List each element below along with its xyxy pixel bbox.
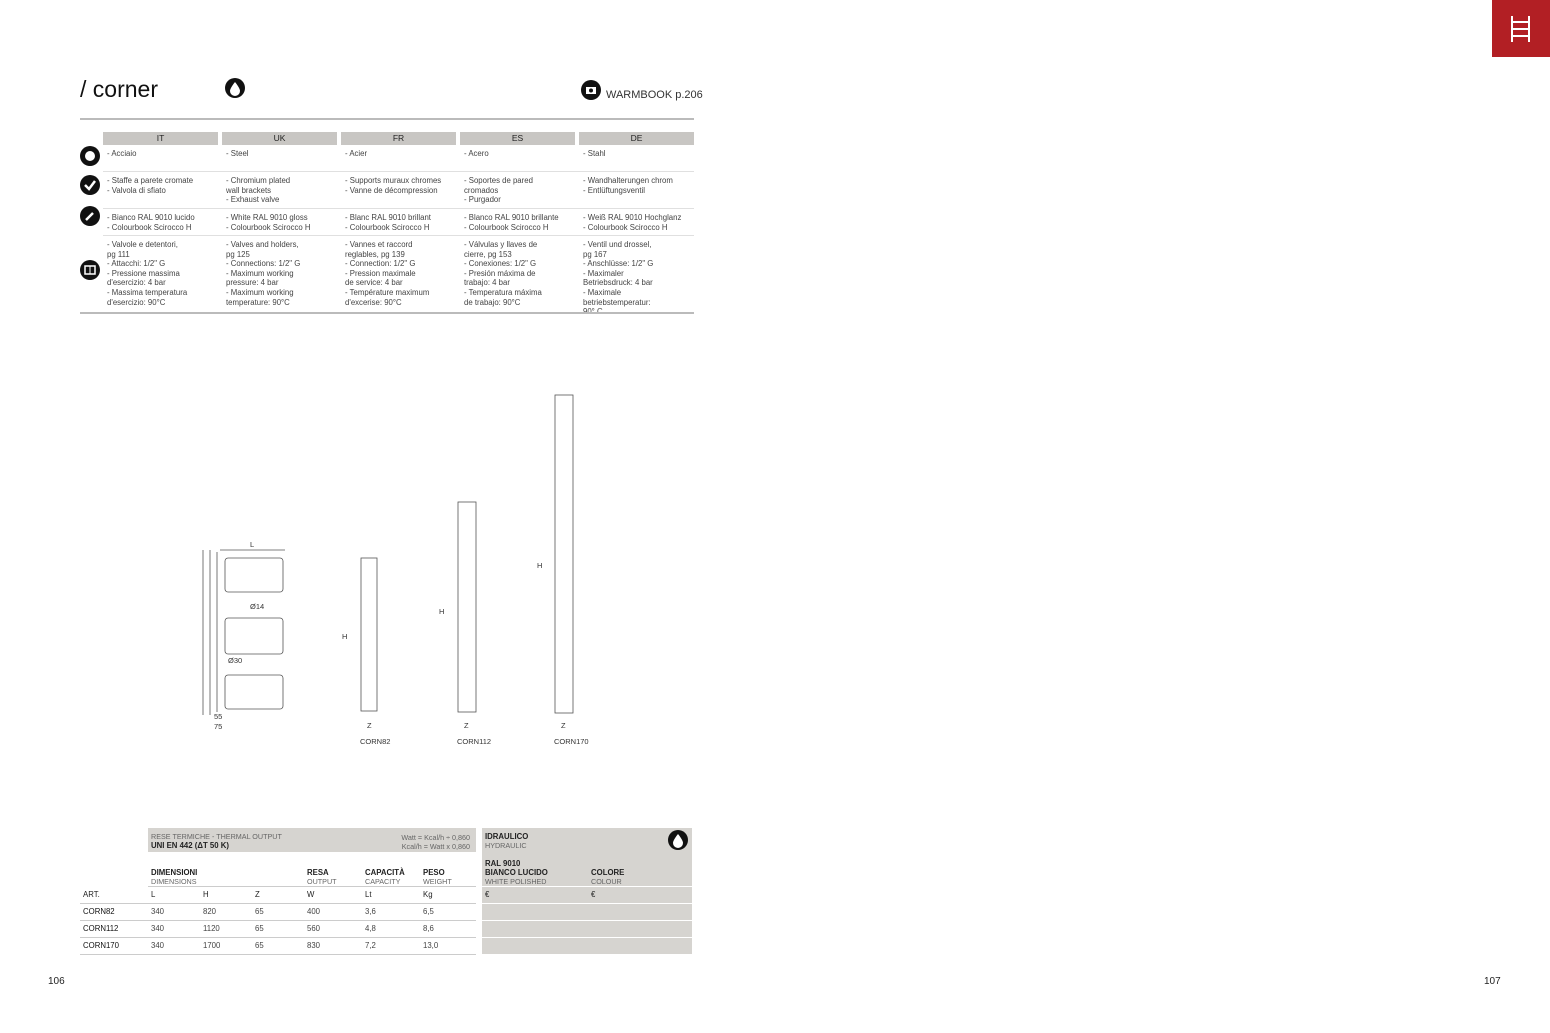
page-title: / corner: [80, 76, 158, 102]
dim-label-z: Z: [464, 721, 469, 730]
ral-code: RAL 9010: [485, 858, 521, 868]
spec-cell: - Válvulas y llaves de cierre, pg 153 - Conexiones: 1/2" G - Presión máxima de trabajo: 4 bar - Temperatura máxima de trabajo: 90°C: [464, 240, 542, 307]
unit-conversion: [401, 833, 470, 851]
spec-row-included: [103, 172, 694, 209]
spec-cell: - White RAL 9010 gloss - Colourbook Scirocco H: [226, 213, 311, 232]
capacity-label: CAPACITÀ: [365, 867, 405, 877]
table-row: [80, 920, 692, 937]
unit-cell: ART.: [80, 886, 148, 903]
divider: [80, 312, 694, 314]
article-code: CORN170: [80, 937, 148, 954]
table-cell: 340: [148, 937, 200, 954]
spec-cell: - Ventil und drossel, pg 167 - Anschlüsse: 1/2" G - Maximaler Betriebsdruck: 4 bar - Maximale betriebstemperatur:: [583, 240, 654, 307]
unit-cell: W: [304, 886, 362, 903]
lang-header: FR: [341, 132, 456, 145]
conversion-kcal: Kcal/h = Watt x 0,860: [401, 842, 470, 851]
spec-cell: - Acciaio: [107, 149, 137, 158]
language-headers: [103, 132, 694, 145]
table-cell: 820: [200, 903, 252, 920]
conversion-watt: Watt = Kcal/h ÷ 0,860: [401, 833, 470, 842]
table-row: [80, 903, 692, 920]
unit-cell: H: [200, 886, 252, 903]
water-drop-icon: [225, 78, 245, 98]
spec-cell: - Blanc RAL 9010 brillant - Colourbook Scirocco H: [345, 213, 431, 232]
unit-cell: €: [588, 886, 692, 903]
ladder-icon: [1492, 0, 1550, 57]
colour-label: COLORE: [591, 867, 625, 877]
output-label: RESA: [307, 867, 329, 877]
dim-label-diameter-14: Ø14: [250, 602, 265, 611]
capacity-label-en: CAPACITY: [365, 876, 401, 886]
spec-row-technical: [103, 236, 694, 312]
warmbook-reference: [581, 79, 703, 101]
paint-brush-icon: [80, 206, 100, 226]
article-code: CORN82: [80, 903, 148, 920]
page-number-left: 106: [48, 976, 65, 987]
spec-cell: - Chromium plated wall brackets - Exhaust valve: [226, 176, 291, 205]
table-cell: 1700: [200, 937, 252, 954]
weight-label: PESO: [423, 867, 445, 877]
water-drop-icon: [668, 830, 688, 850]
spec-cell: - Acier: [345, 149, 368, 158]
table-cell: 340: [148, 920, 200, 937]
spec-cell: - Weiß RAL 9010 Hochglanz - Colourbook Scirocco H: [583, 213, 682, 232]
thermal-norm: UNI EN 442 (ΔT 50 K): [151, 841, 229, 850]
table-cell: 3,6: [362, 903, 420, 920]
dim-label: DIMENSIONI: [151, 867, 198, 877]
divider: [80, 118, 694, 120]
dim-label-z: Z: [367, 721, 372, 730]
table-cell: 830: [304, 937, 362, 954]
spec-cell: - Valvole e detentori, pg 111 - Attacchi: 1/2" G - Pressione massima d'esercizio: 4 bar - Massima temperatura d'esercizio: 90°C: [107, 240, 188, 307]
model-label: CORN82: [360, 737, 391, 746]
dim-label-h: H: [439, 607, 445, 616]
spec-cell: - Acero: [464, 149, 489, 158]
hydraulic-label-en: HYDRAULIC: [485, 841, 527, 850]
dim-label-h: H: [537, 561, 543, 570]
spec-cell: - Steel: [226, 149, 249, 158]
article-code: CORN112: [80, 920, 148, 937]
lang-header: UK: [222, 132, 337, 145]
table-cell: 13,0: [420, 937, 476, 954]
spec-table: [103, 132, 694, 312]
page-number-right: 107: [1484, 976, 1501, 987]
spec-cell: - Stahl: [583, 149, 606, 158]
spec-cell: - Valves and holders, pg 125 - Connections: 1/2" G - Maximum working pressure: 4 bar - Maximum working temperature: 90°C: [226, 240, 301, 307]
spacer: [80, 828, 148, 852]
spec-row-material: [103, 145, 694, 172]
unit-cell: L: [148, 886, 200, 903]
book-icon: [80, 260, 100, 280]
thermal-output-table: [80, 828, 692, 955]
dim-label-55: 55: [214, 712, 223, 721]
table-cell: 560: [304, 920, 362, 937]
spec-cell: - Staffe a parete cromate - Valvola di sfiato: [107, 176, 194, 195]
table-cell: 4,8: [362, 920, 420, 937]
technical-drawing: [195, 390, 615, 750]
unit-cell: Lt: [362, 886, 420, 903]
spec-cell: - Wandhalterungen chrom - Entlüftungsventil: [583, 176, 673, 195]
table-cell: 340: [148, 903, 200, 920]
thermal-title: RESE TERMICHE - THERMAL OUTPUT: [151, 832, 282, 841]
spec-cell: - Bianco RAL 9010 lucido - Colourbook Scirocco H: [107, 213, 195, 232]
table-cell: 8,6: [420, 920, 476, 937]
spec-row-finish: [103, 209, 694, 236]
dim-label-diameter-30: Ø30: [228, 656, 243, 665]
units-row: [80, 886, 692, 903]
table-cell: 1120: [200, 920, 252, 937]
spec-cell: - Soportes de pared cromados - Purgador: [464, 176, 533, 205]
weight-label-en: WEIGHT: [423, 876, 452, 886]
model-label: CORN170: [554, 737, 589, 746]
unit-cell: €: [482, 886, 588, 903]
unit-cell: Z: [252, 886, 304, 903]
section-tab: [1492, 0, 1550, 57]
material-icon: [80, 146, 100, 166]
dim-label-l: L: [250, 540, 255, 549]
hydraulic-label: IDRAULICO: [485, 832, 529, 841]
table-cell: 65: [252, 903, 304, 920]
lang-header: ES: [460, 132, 575, 145]
dim-label-en: DIMENSIONS: [151, 876, 197, 886]
spec-cell: - Blanco RAL 9010 brillante - Colourbook Scirocco H: [464, 213, 559, 232]
thermal-header: [148, 828, 476, 852]
model-label: CORN112: [457, 737, 492, 746]
colour-label-en: COLOUR: [591, 876, 622, 886]
table-cell: 6,5: [420, 903, 476, 920]
unit-cell: Kg: [420, 886, 476, 903]
hydraulic-header: [482, 828, 692, 852]
lang-header: IT: [103, 132, 218, 145]
warmbook-label: WARMBOOK p.206: [606, 89, 703, 101]
table-cell: 65: [252, 920, 304, 937]
camera-icon: [581, 80, 601, 100]
dim-label-75: 75: [214, 722, 223, 731]
lang-header: DE: [579, 132, 694, 145]
output-label-en: OUTPUT: [307, 876, 337, 886]
ral-name-en: WHITE POLISHED: [485, 876, 547, 886]
table-row: [80, 937, 692, 954]
spec-cell: - Supports muraux chromes - Vanne de décompression: [345, 176, 442, 195]
spec-cell: - Vannes et raccord reglables, pg 139 - Connection: 1/2" G - Pression maximale de service: 4 bar - Température maximum d'excerise: 90°C: [345, 240, 430, 307]
check-icon: [80, 175, 100, 195]
table-cell: 65: [252, 937, 304, 954]
dim-label-h: H: [342, 632, 348, 641]
dim-label-z: Z: [561, 721, 566, 730]
table-cell: 400: [304, 903, 362, 920]
table-cell: 7,2: [362, 937, 420, 954]
ral-name: BIANCO LUCIDO: [485, 867, 548, 877]
